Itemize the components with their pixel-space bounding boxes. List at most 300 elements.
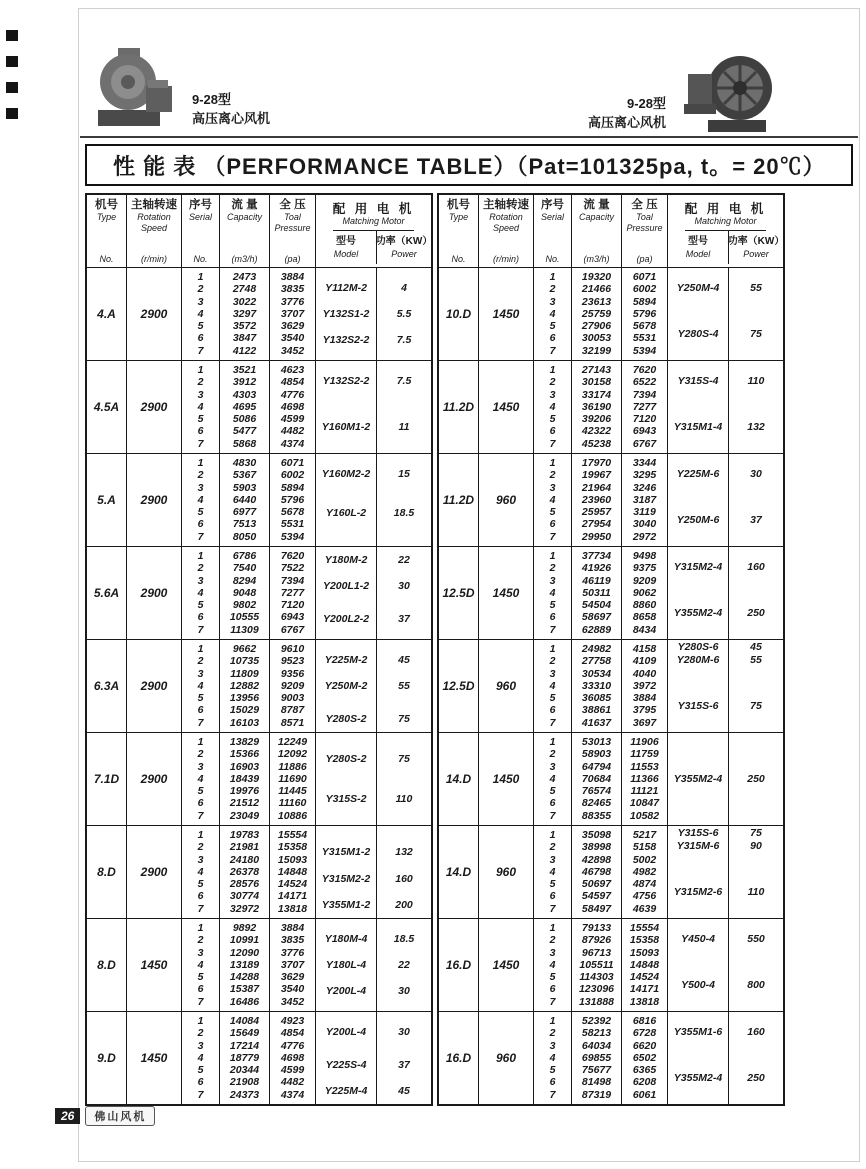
pressure-value: 9498 — [632, 550, 657, 563]
capacity-value: 7513 — [232, 518, 257, 531]
header-unit-label: No. — [545, 253, 560, 264]
motor-power: 200 — [395, 898, 413, 911]
capacity-value: 7540 — [232, 562, 257, 575]
pressure-value: 9523 — [280, 655, 305, 668]
pressure-value: 2972 — [632, 530, 657, 543]
serial-value: 1 — [549, 364, 556, 377]
pressure-value: 5894 — [632, 295, 657, 308]
brand-stamp: 佛山风机 — [85, 1106, 155, 1126]
motor-power-column — [377, 454, 431, 546]
serial-value: 7 — [549, 437, 556, 450]
pressure-value: 14848 — [629, 958, 660, 971]
motor-subcol-1 — [377, 231, 431, 264]
pressure-value: 5678 — [280, 506, 305, 519]
pressure-value: 5217 — [632, 829, 657, 842]
pressure-value: 11886 — [278, 760, 307, 773]
type-no-cell: 4.A — [87, 268, 127, 360]
motor-power: 30 — [750, 467, 762, 480]
capacity-value: 58213 — [581, 1027, 612, 1040]
serial-value: 6 — [549, 332, 556, 345]
serial-column — [534, 268, 572, 360]
serial-column — [182, 826, 220, 918]
fan-row-group-8.D-2900 — [87, 826, 431, 919]
page-title: 性 能 表 （PERFORMANCE TABLE）（Pat=101325pa, t。= 20℃） — [113, 153, 826, 179]
serial-value: 4 — [549, 958, 556, 971]
motor-model: Y355M1-6 — [673, 1025, 723, 1038]
capacity-column — [220, 1012, 270, 1104]
capacity-value: 82465 — [581, 797, 612, 810]
capacity-value: 123096 — [578, 983, 615, 996]
capacity-value: 52392 — [581, 1015, 612, 1028]
fan-side-image — [88, 46, 184, 134]
pressure-value: 10582 — [629, 809, 660, 822]
capacity-column — [220, 361, 270, 453]
header-col-motor — [668, 195, 783, 267]
motor-power: 110 — [395, 792, 413, 805]
capacity-value: 87319 — [581, 1088, 612, 1101]
capacity-value: 11309 — [230, 623, 259, 636]
motor-model: Y450-4 — [681, 932, 715, 945]
pressure-column — [270, 733, 316, 825]
pressure-value: 6943 — [280, 611, 305, 624]
serial-value: 3 — [549, 667, 556, 680]
pressure-value: 4599 — [280, 1064, 305, 1077]
capacity-column — [572, 454, 622, 546]
header-cn-label: 序号 — [541, 199, 564, 211]
rotation-speed-cell: 960 — [479, 826, 534, 918]
header-col-0 — [87, 195, 127, 267]
pressure-value: 9003 — [280, 692, 305, 705]
rotation-speed-cell: 1450 — [127, 919, 182, 1011]
header-unit-label: (pa) — [636, 253, 653, 264]
serial-value: 4 — [197, 772, 204, 785]
series-label: 9-28型 — [626, 96, 667, 111]
pressure-value: 8658 — [632, 611, 657, 624]
header-divider — [80, 136, 858, 138]
pressure-value: 6502 — [632, 1051, 657, 1064]
pressure-value: 3972 — [632, 679, 657, 692]
pressure-column — [622, 640, 668, 732]
capacity-value: 23613 — [581, 295, 612, 308]
header-en-label: Pressure — [274, 222, 311, 233]
capacity-value: 16103 — [229, 716, 260, 729]
capacity-value: 38861 — [581, 704, 612, 717]
capacity-value: 10735 — [229, 655, 260, 668]
motor-model-column — [668, 919, 729, 1011]
pressure-value: 6061 — [632, 1088, 657, 1101]
motor-power: 30 — [398, 580, 410, 593]
fan-row-group-14.D-1450 — [439, 733, 783, 826]
capacity-value: 15649 — [229, 1027, 260, 1040]
serial-value: 1 — [549, 457, 556, 470]
fan-front-image — [674, 46, 782, 138]
capacity-column — [572, 919, 622, 1011]
pressure-value: 11121 — [630, 785, 659, 798]
capacity-value: 3847 — [232, 332, 257, 345]
serial-value: 5 — [549, 1064, 556, 1077]
capacity-value: 36190 — [581, 400, 612, 413]
motor-model: Y160M2-2 — [321, 467, 371, 480]
serial-column — [182, 1012, 220, 1104]
serial-value: 1 — [549, 736, 556, 749]
pressure-value: 7277 — [632, 400, 657, 413]
pressure-value: 3540 — [280, 983, 305, 996]
serial-value: 7 — [197, 995, 204, 1008]
serial-value: 7 — [549, 716, 556, 729]
serial-value: 1 — [549, 271, 556, 284]
capacity-value: 58903 — [581, 748, 612, 761]
motor-model: Y132S2-2 — [322, 334, 370, 347]
pressure-value: 14524 — [629, 971, 660, 984]
serial-value: 1 — [197, 736, 204, 749]
pressure-value: 3884 — [280, 271, 305, 284]
motor-power: 110 — [747, 885, 765, 898]
capacity-value: 62889 — [581, 623, 612, 636]
header-cn-label: 型号 — [688, 236, 708, 248]
serial-value: 4 — [197, 958, 204, 971]
serial-value: 6 — [197, 704, 204, 717]
motor-model: Y280S-4 — [677, 327, 719, 340]
motor-model: Y500-4 — [681, 978, 715, 991]
capacity-value: 58697 — [581, 611, 612, 624]
motor-power: 75 — [398, 712, 410, 725]
motor-model: Y315M2-6 — [673, 885, 723, 898]
serial-value: 4 — [549, 400, 556, 413]
fan-row-group-4.5A-2900 — [87, 361, 431, 454]
pressure-value: 4982 — [632, 865, 657, 878]
capacity-value: 3022 — [232, 295, 257, 308]
serial-value: 7 — [197, 809, 204, 822]
motor-power-column — [729, 547, 783, 639]
capacity-column — [220, 640, 270, 732]
capacity-value: 6440 — [232, 493, 257, 506]
pressure-value: 11553 — [630, 760, 659, 773]
serial-column — [534, 361, 572, 453]
pressure-value: 3884 — [632, 692, 657, 705]
motor-power: 45 — [750, 640, 762, 653]
capacity-value: 10991 — [229, 934, 260, 947]
serial-value: 4 — [197, 400, 204, 413]
pressure-value: 4639 — [632, 902, 657, 915]
capacity-value: 46798 — [581, 865, 612, 878]
capacity-value: 105511 — [579, 958, 614, 971]
serial-value: 2 — [549, 376, 556, 389]
serial-value: 4 — [549, 865, 556, 878]
serial-value: 5 — [549, 692, 556, 705]
motor-model-column — [668, 826, 729, 918]
capacity-value: 18779 — [229, 1051, 260, 1064]
serial-value: 3 — [549, 481, 556, 494]
capacity-value: 9802 — [232, 599, 257, 612]
capacity-value: 12882 — [229, 679, 260, 692]
rotation-speed-cell: 2900 — [127, 268, 182, 360]
capacity-column — [572, 361, 622, 453]
serial-value: 3 — [549, 760, 556, 773]
pressure-value: 6071 — [632, 271, 657, 284]
motor-model: Y132S2-2 — [322, 374, 370, 387]
pressure-value: 3835 — [280, 283, 305, 296]
serial-value: 3 — [549, 295, 556, 308]
rotation-speed-cell: 2900 — [127, 454, 182, 546]
motor-power: 18.5 — [393, 932, 415, 945]
pressure-value: 7522 — [280, 562, 305, 575]
pressure-value: 3707 — [280, 307, 305, 320]
capacity-value: 4122 — [232, 344, 257, 357]
pressure-value: 6943 — [632, 425, 657, 438]
serial-value: 1 — [549, 550, 556, 563]
header-cn-label: 流 量 — [231, 199, 258, 211]
print-registration-mark — [6, 82, 18, 93]
capacity-value: 41637 — [581, 716, 612, 729]
type-no-cell: 5.A — [87, 454, 127, 546]
motor-power: 550 — [747, 932, 765, 945]
serial-column — [182, 919, 220, 1011]
serial-value: 7 — [549, 623, 556, 636]
capacity-value: 19967 — [581, 469, 612, 482]
motor-subheader — [668, 231, 783, 264]
print-registration-mark — [6, 30, 18, 41]
capacity-value: 13189 — [229, 958, 260, 971]
serial-value: 3 — [197, 853, 204, 866]
fan-row-group-7.1D-2900 — [87, 733, 431, 826]
capacity-value: 32972 — [229, 902, 260, 915]
serial-value: 2 — [197, 376, 204, 389]
rotation-speed-cell: 1450 — [479, 733, 534, 825]
pressure-value: 12249 — [277, 736, 308, 749]
serial-value: 4 — [549, 772, 556, 785]
motor-model-column — [668, 361, 729, 453]
motor-power-column — [729, 826, 783, 918]
rotation-speed-cell: 960 — [479, 1012, 534, 1104]
motor-power: 160 — [747, 560, 765, 573]
capacity-value: 54597 — [581, 890, 612, 903]
product-label: 高压离心风机 — [192, 111, 271, 126]
pressure-value: 3835 — [280, 934, 305, 947]
capacity-value: 23049 — [229, 809, 260, 822]
capacity-value: 75677 — [581, 1064, 612, 1077]
header-cn-label: 序号 — [189, 199, 212, 211]
serial-value: 5 — [197, 599, 204, 612]
pressure-value: 5796 — [280, 493, 305, 506]
pressure-column — [270, 1012, 316, 1104]
capacity-value: 5477 — [232, 425, 257, 438]
motor-model-column — [668, 547, 729, 639]
capacity-value: 27143 — [581, 364, 612, 377]
pressure-value: 6767 — [280, 623, 305, 636]
serial-value: 7 — [197, 530, 204, 543]
motor-model: Y355M1-2 — [321, 898, 371, 911]
serial-column — [182, 268, 220, 360]
header-unit-label: (r/min) — [141, 253, 167, 264]
type-no-cell: 16.D — [439, 1012, 479, 1104]
capacity-value: 18439 — [229, 772, 260, 785]
header-en-label: Matching Motor — [342, 215, 405, 226]
pressure-value: 8787 — [280, 704, 305, 717]
capacity-value: 14288 — [229, 971, 260, 984]
header-en-label: Serial — [540, 212, 564, 222]
header-cn-label: 机号 — [95, 199, 118, 211]
capacity-value: 4830 — [232, 457, 257, 470]
motor-power: 22 — [398, 959, 410, 971]
motor-model: Y280S-2 — [325, 712, 367, 725]
capacity-value: 28576 — [229, 878, 260, 891]
serial-value: 2 — [549, 469, 556, 482]
serial-value: 3 — [549, 1039, 556, 1052]
page-number: 26 — [55, 1108, 80, 1124]
motor-model: Y280S-6 — [677, 640, 719, 653]
rotation-speed-cell: 1450 — [127, 1012, 182, 1104]
performance-table-right — [437, 193, 785, 1106]
motor-power-column — [729, 454, 783, 546]
motor-power: 132 — [747, 420, 765, 433]
header-col-3 — [572, 195, 622, 267]
serial-value: 5 — [549, 413, 556, 426]
motor-model: Y160M1-2 — [321, 420, 371, 433]
pressure-value: 11759 — [630, 748, 659, 761]
pressure-value: 7120 — [632, 413, 657, 426]
motor-power-column — [377, 919, 431, 1011]
pressure-value: 6365 — [632, 1064, 657, 1077]
header-cn-label: 配 用 电 机 — [332, 201, 415, 216]
motor-model: Y180L-4 — [325, 959, 367, 971]
serial-value: 5 — [549, 506, 556, 519]
serial-value: 6 — [549, 425, 556, 438]
motor-model: Y250M-6 — [676, 513, 720, 526]
capacity-value: 3297 — [232, 307, 257, 320]
pressure-value: 15554 — [277, 829, 308, 842]
pressure-value: 11160 — [278, 797, 307, 810]
pressure-column — [622, 919, 668, 1011]
motor-model-column — [668, 1012, 729, 1104]
header-unit-label: No. — [193, 253, 208, 264]
fan-row-group-16.D-960 — [439, 1012, 783, 1104]
serial-value: 2 — [549, 1027, 556, 1040]
serial-value: 7 — [549, 344, 556, 357]
motor-model: Y132S1-2 — [322, 308, 370, 320]
pressure-value: 4599 — [280, 413, 305, 426]
capacity-value: 3521 — [232, 364, 257, 377]
pressure-value: 4698 — [280, 1051, 305, 1064]
capacity-value: 42898 — [581, 853, 612, 866]
pressure-value: 5394 — [632, 344, 657, 357]
fan-row-group-8.D-1450 — [87, 919, 431, 1012]
fan-row-group-12.5D-1450 — [439, 547, 783, 640]
serial-value: 2 — [549, 562, 556, 575]
motor-model: Y315M2-4 — [673, 560, 723, 573]
capacity-value: 45238 — [581, 437, 612, 450]
pressure-value: 9209 — [632, 574, 657, 587]
capacity-value: 30534 — [581, 667, 612, 680]
capacity-value: 6977 — [232, 506, 257, 519]
pressure-value: 6208 — [632, 1076, 657, 1089]
serial-column — [182, 547, 220, 639]
pressure-value: 3884 — [280, 922, 305, 935]
serial-value: 6 — [197, 332, 204, 345]
header-unit-label: No. — [99, 253, 114, 264]
motor-model: Y180M-2 — [324, 554, 368, 567]
motor-subheader — [316, 231, 431, 264]
pressure-value: 5531 — [632, 332, 657, 345]
type-no-cell: 14.D — [439, 733, 479, 825]
capacity-value: 20344 — [229, 1064, 260, 1077]
motor-model-column — [316, 826, 377, 918]
serial-value: 6 — [197, 797, 204, 810]
pressure-value: 6620 — [632, 1039, 657, 1052]
capacity-value: 8050 — [232, 530, 257, 543]
capacity-column — [220, 826, 270, 918]
capacity-value: 24982 — [581, 643, 612, 656]
motor-power: 55 — [398, 680, 410, 692]
pressure-value: 7120 — [280, 599, 305, 612]
pressure-value: 15358 — [629, 934, 660, 947]
serial-value: 2 — [549, 841, 556, 854]
serial-value: 4 — [549, 493, 556, 506]
motor-power: 37 — [398, 1058, 410, 1071]
serial-value: 7 — [549, 902, 556, 915]
motor-power: 30 — [398, 1025, 410, 1038]
capacity-value: 16903 — [229, 760, 260, 773]
serial-value: 3 — [549, 388, 556, 401]
header-col-0 — [439, 195, 479, 267]
header-en-label: Rotation — [137, 212, 171, 222]
pressure-value: 11906 — [630, 736, 659, 749]
pressure-value: 5158 — [632, 841, 657, 854]
pressure-value: 9356 — [280, 667, 305, 680]
serial-value: 4 — [549, 307, 556, 320]
motor-model: Y280M-6 — [676, 653, 720, 666]
pressure-value: 3344 — [632, 457, 657, 470]
capacity-value: 8294 — [232, 574, 257, 587]
capacity-value: 33310 — [581, 679, 612, 692]
motor-power: 55 — [750, 281, 762, 294]
capacity-value: 36085 — [581, 692, 612, 705]
type-no-cell: 11.2D — [439, 454, 479, 546]
pressure-value: 15554 — [629, 922, 660, 935]
capacity-value: 96713 — [581, 946, 612, 959]
motor-power: 75 — [750, 826, 762, 839]
motor-model: Y355M2-4 — [673, 606, 723, 619]
header-col-motor — [316, 195, 431, 267]
serial-value: 2 — [197, 934, 204, 947]
rotation-speed-cell: 2900 — [127, 547, 182, 639]
motor-power-column — [377, 1012, 431, 1104]
serial-value: 7 — [549, 530, 556, 543]
pressure-value: 3629 — [280, 320, 305, 333]
motor-power: 160 — [395, 872, 413, 885]
capacity-column — [572, 547, 622, 639]
motor-model-column — [668, 733, 729, 825]
pressure-value: 3776 — [280, 946, 305, 959]
pressure-value: 4109 — [632, 655, 657, 668]
capacity-column — [220, 733, 270, 825]
motor-power-column — [729, 733, 783, 825]
capacity-value: 5367 — [232, 469, 257, 482]
motor-model: Y225M-4 — [324, 1084, 368, 1097]
pressure-value: 8434 — [632, 623, 657, 636]
pressure-value: 12092 — [277, 748, 308, 761]
header-en-label: Type — [448, 212, 469, 222]
serial-value: 3 — [197, 1039, 204, 1052]
serial-column — [534, 826, 572, 918]
motor-power-column — [377, 826, 431, 918]
type-no-cell: 8.D — [87, 919, 127, 1011]
serial-value: 5 — [197, 506, 204, 519]
header-col-4 — [622, 195, 668, 267]
capacity-value: 64794 — [581, 760, 612, 773]
header-en-label: Toal — [284, 212, 301, 222]
serial-value: 6 — [549, 983, 556, 996]
serial-value: 6 — [197, 425, 204, 438]
